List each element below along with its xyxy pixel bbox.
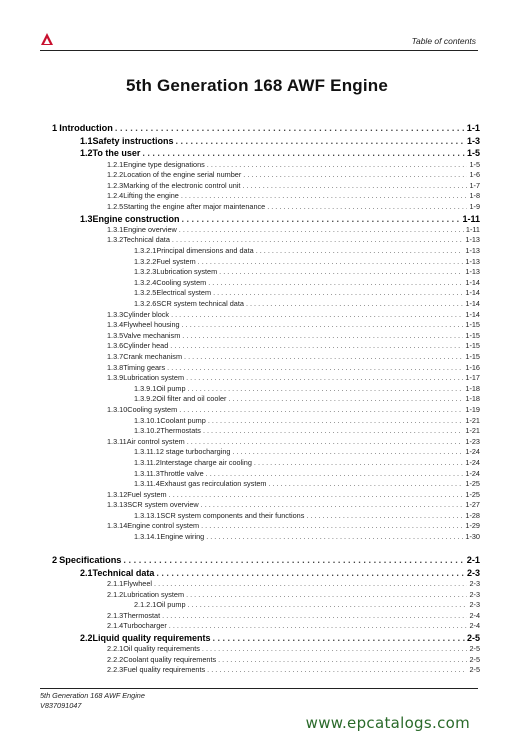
toc-dot-leader	[167, 363, 463, 374]
toc-entry[interactable]	[52, 479, 480, 490]
toc-entry-title: Engine construction	[92, 213, 180, 224]
toc-entry-page: 1-21	[465, 415, 480, 425]
toc-entry-number: 2.1.2.1	[134, 600, 157, 610]
toc-dot-leader	[201, 521, 463, 532]
toc-entry-page: 1-3	[466, 136, 480, 146]
toc-entry-page: 2-4	[469, 621, 480, 631]
footer-divider	[40, 688, 478, 689]
toc-entry-number: 1.2	[80, 148, 93, 159]
toc-entry-page: 1-23	[465, 436, 480, 446]
toc-entry[interactable]	[52, 458, 480, 469]
toc-entry-page: 1-9	[469, 201, 480, 211]
toc-entry[interactable]	[52, 567, 480, 579]
toc-entry-page: 1-25	[465, 479, 480, 489]
header-title: Table of contents	[411, 36, 476, 46]
header-divider	[40, 50, 478, 51]
toc-dot-leader	[229, 394, 464, 405]
footer-title: 5th Generation 168 AWF Engine	[40, 691, 145, 700]
toc-entry-title: Thermostats	[160, 426, 201, 436]
toc-entry-page: 2-4	[469, 610, 480, 620]
toc-entry-title: Fuel quality requirements	[123, 665, 206, 675]
toc-entry-title: Air control system	[126, 436, 185, 446]
toc-entry-number: 1.3.11.4	[134, 479, 160, 489]
watermark-url: www.epcatalogs.com	[305, 714, 470, 732]
toc-entry-page: 1-11	[462, 213, 480, 224]
toc-entry-number: 1.3.9.1	[134, 383, 157, 393]
toc-entry[interactable]	[52, 632, 480, 644]
toc-entry-page: 1-8	[469, 191, 480, 201]
toc-entry-title: Marking of the electronic control unit	[123, 180, 241, 190]
toc-dot-leader	[206, 469, 464, 480]
toc-entry[interactable]	[52, 426, 480, 437]
toc-entry[interactable]	[52, 191, 480, 202]
toc-entry-page: 2-5	[469, 654, 480, 664]
toc-dot-leader	[203, 426, 463, 437]
toc-dot-leader	[172, 235, 464, 246]
toc-entry[interactable]	[52, 235, 480, 246]
toc-entry-title: SCR system technical data	[156, 299, 244, 309]
toc-entry-title: Valve mechanism	[123, 330, 181, 340]
toc-entry-page: 1-28	[465, 510, 480, 520]
toc-dot-leader	[142, 147, 465, 159]
toc-entry[interactable]	[52, 590, 480, 601]
toc-entry[interactable]	[52, 170, 480, 181]
toc-dot-leader	[176, 135, 465, 147]
toc-entry-number: 1.3.2	[107, 235, 124, 245]
toc-entry-number: 1.3.10.1	[134, 415, 161, 425]
toc-entry-title: Engine control system	[127, 521, 200, 531]
toc-entry-title: Exhaust gas recirculation system	[159, 479, 267, 489]
toc-entry-title: Throttle valve	[159, 468, 204, 478]
toc-entry[interactable]	[52, 147, 480, 159]
toc-entry-number: 2.1	[80, 567, 93, 578]
toc-entry-title: Lifting the engine	[123, 191, 179, 201]
toc-entry-title: Technical data	[92, 567, 155, 578]
toc-entry-number: 1.3.12	[107, 489, 128, 499]
toc-entry[interactable]	[52, 600, 480, 611]
toc-dot-leader	[213, 288, 463, 299]
toc-entry-title: Engine wiring	[160, 532, 205, 542]
toc-dot-leader	[208, 278, 463, 289]
toc-dot-leader	[181, 191, 468, 202]
toc-entry-page: 1-24	[465, 468, 480, 478]
toc-dot-leader	[207, 160, 468, 171]
toc-entry[interactable]	[52, 363, 480, 374]
toc-entry[interactable]	[52, 278, 480, 289]
toc-entry-title: Liquid quality requirements	[92, 632, 211, 643]
toc-entry-title: Lubrication system	[123, 373, 185, 383]
toc-dot-leader	[213, 632, 465, 644]
toc-entry-number: 1.3.8	[107, 362, 124, 372]
toc-entry-page: 1-14	[465, 277, 480, 287]
toc-dot-leader	[187, 437, 464, 448]
toc-entry-number: 1.3.9.2	[134, 394, 157, 404]
toc-dot-leader	[256, 246, 464, 257]
toc-entry-title: Specifications	[59, 554, 122, 565]
toc-entry-number: 1.2.2	[107, 170, 124, 180]
table-of-contents	[52, 122, 480, 676]
footer-doc-number: V837091047	[40, 701, 82, 710]
toc-entry-title: Fuel system	[127, 489, 167, 499]
toc-dot-leader	[242, 181, 467, 192]
toc-entry-page: 1-14	[465, 288, 480, 298]
toc-entry-number: 1.3.2.3	[134, 267, 157, 277]
toc-entry-title: To the user	[92, 148, 141, 159]
toc-entry[interactable]	[52, 644, 480, 655]
toc-entry-page: 1-13	[465, 256, 480, 266]
toc-entry-title: Cooling system	[156, 277, 207, 287]
toc-entry-title: Flywheel housing	[123, 320, 180, 330]
toc-dot-leader	[202, 644, 468, 655]
toc-entry[interactable]	[52, 394, 480, 405]
toc-entry[interactable]	[52, 135, 480, 147]
toc-entry[interactable]	[52, 611, 480, 622]
toc-dot-leader	[267, 202, 467, 213]
toc-entry[interactable]	[52, 160, 480, 171]
toc-entry-number: 1.3.4	[107, 320, 124, 330]
toc-entry-page: 1-14	[465, 299, 480, 309]
toc-entry-number: 1.3.1	[107, 224, 124, 234]
toc-entry[interactable]	[52, 521, 480, 532]
toc-entry-number: 2.1.1	[107, 578, 124, 588]
toc-entry-number: 1.3.11.1	[134, 447, 160, 457]
toc-dot-leader	[218, 655, 467, 666]
toc-entry-page: 1-24	[465, 447, 480, 457]
toc-entry-page: 1-29	[465, 521, 480, 531]
toc-entry-page: 2-5	[469, 665, 480, 675]
toc-dot-leader	[207, 665, 467, 676]
toc-entry[interactable]	[52, 181, 480, 192]
toc-entry-title: Oil quality requirements	[123, 644, 200, 654]
toc-entry[interactable]	[52, 469, 480, 480]
toc-dot-leader	[156, 567, 465, 579]
toc-entry-title: Lubrication system	[123, 589, 185, 599]
toc-dot-leader	[162, 611, 467, 622]
toc-entry-number: 1.1	[80, 136, 93, 146]
toc-entry-page: 2-3	[469, 578, 480, 588]
toc-entry-title: SCR system components and their functions	[160, 510, 305, 520]
toc-entry[interactable]	[52, 331, 480, 342]
toc-entry-title: Crank mechanism	[123, 351, 183, 361]
toc-entry-page: 1-5	[469, 159, 480, 169]
toc-entry[interactable]	[52, 655, 480, 666]
toc-entry-title: Timing gears	[123, 362, 166, 372]
toc-entry-title: Fuel system	[156, 256, 196, 266]
toc-entry-number: 1.3.10	[107, 404, 128, 414]
toc-entry-page: 1-15	[465, 320, 480, 330]
toc-entry-page: 1-16	[465, 362, 480, 372]
toc-dot-leader	[169, 621, 468, 632]
toc-entry-page: 2-3	[469, 600, 480, 610]
toc-entry-number: 1	[52, 123, 58, 133]
toc-dot-leader	[243, 170, 467, 181]
toc-dot-leader	[179, 405, 463, 416]
toc-entry-page: 2-5	[469, 644, 480, 654]
toc-entry-title: Interstage charge air cooling	[159, 457, 252, 467]
toc-entry[interactable]	[52, 621, 480, 632]
toc-dot-leader	[269, 479, 464, 490]
toc-entry-number: 1.3.3	[107, 309, 124, 319]
toc-entry-number: 1.3.13.1	[134, 510, 161, 520]
toc-entry-title: Oil filter and oil cooler	[156, 394, 227, 404]
toc-entry-title: Electrical system	[156, 288, 212, 298]
toc-entry-page: 1-27	[465, 500, 480, 510]
toc-dot-leader	[115, 122, 465, 135]
toc-entry-number: 1.3.6	[107, 341, 124, 351]
toc-entry[interactable]	[52, 416, 480, 427]
toc-entry-number: 2.2.3	[107, 665, 124, 675]
toc-dot-leader	[186, 373, 463, 384]
toc-entry-title: Oil pump	[156, 600, 186, 610]
toc-dot-leader	[188, 600, 468, 611]
toc-entry-number: 1.3.7	[107, 351, 124, 361]
toc-dot-leader	[123, 554, 464, 567]
toc-entry-page: 2-3	[469, 589, 480, 599]
toc-entry-page: 1-15	[465, 341, 480, 351]
toc-entry[interactable]	[52, 267, 480, 278]
toc-entry[interactable]	[52, 384, 480, 395]
toc-entry[interactable]	[52, 554, 480, 567]
toc-entry[interactable]	[52, 352, 480, 363]
toc-entry-number: 2.1.2	[107, 589, 124, 599]
toc-entry-page: 1-30	[465, 532, 480, 542]
toc-entry-number: 1.2.5	[107, 201, 124, 211]
toc-entry-number: 1.3.11.2	[134, 457, 160, 467]
toc-entry-title: Starting the engine after major maintenance	[123, 201, 266, 211]
toc-entry-title: Coolant pump	[160, 415, 206, 425]
toc-entry-title: Cylinder block	[123, 309, 170, 319]
toc-entry-page: 1-21	[465, 426, 480, 436]
toc-entry-title: Oil pump	[156, 383, 186, 393]
toc-dot-leader	[232, 447, 463, 458]
toc-dot-leader	[169, 490, 464, 501]
toc-entry[interactable]	[52, 511, 480, 522]
toc-dot-leader	[182, 331, 463, 342]
toc-entry-page: 1-15	[465, 351, 480, 361]
toc-entry-title: Thermostat	[123, 610, 161, 620]
toc-entry-number: 1.2.1	[107, 159, 124, 169]
toc-dot-leader	[306, 511, 463, 522]
toc-dot-leader	[154, 579, 467, 590]
toc-entry-page: 1-1	[466, 123, 480, 133]
toc-entry-number: 1.3.13	[107, 500, 128, 510]
toc-dot-leader	[246, 299, 463, 310]
toc-entry-number: 1.3.9	[107, 373, 124, 383]
toc-dot-leader	[182, 320, 464, 331]
toc-entry-number: 1.3.14.1	[134, 532, 161, 542]
toc-entry-number: 2.1.3	[107, 610, 124, 620]
toc-dot-leader	[171, 310, 463, 321]
toc-entry-title: Lubrication system	[156, 267, 218, 277]
toc-entry[interactable]	[52, 288, 480, 299]
toc-dot-leader	[188, 384, 464, 395]
toc-entry[interactable]	[52, 579, 480, 590]
toc-entry-number: 2.1.4	[107, 621, 124, 631]
toc-entry-page: 1-25	[465, 489, 480, 499]
toc-entry-number: 1.3	[80, 213, 93, 224]
toc-entry-title: 2 stage turbocharging	[159, 447, 231, 457]
brand-logo-icon	[40, 32, 54, 46]
toc-entry-title: Technical data	[123, 235, 170, 245]
toc-dot-leader	[208, 416, 464, 427]
toc-entry-title: Engine overview	[123, 224, 177, 234]
toc-entry-number: 2	[52, 554, 58, 565]
toc-entry-page: 1-18	[465, 383, 480, 393]
toc-entry[interactable]	[52, 299, 480, 310]
toc-entry[interactable]	[52, 532, 480, 543]
toc-dot-leader	[254, 458, 463, 469]
toc-dot-leader	[184, 352, 463, 363]
toc-entry-number: 1.3.11.3	[134, 468, 160, 478]
toc-entry[interactable]	[52, 310, 480, 321]
toc-entry-number: 1.3.2.2	[134, 256, 157, 266]
toc-entry-number: 2.2.2	[107, 654, 124, 664]
toc-dot-leader	[182, 213, 461, 225]
toc-entry-title: Safety instructions	[92, 136, 174, 146]
toc-entry-page: 1-13	[465, 267, 480, 277]
toc-entry[interactable]	[52, 437, 480, 448]
toc-entry[interactable]	[52, 225, 480, 236]
toc-entry-page: 1-13	[465, 246, 480, 256]
toc-dot-leader	[201, 500, 464, 511]
toc-entry[interactable]	[52, 246, 480, 257]
toc-entry-number: 1.3.2.6	[134, 299, 157, 309]
toc-entry-number: 1.3.11	[107, 436, 127, 446]
toc-entry-page: 2-1	[466, 554, 480, 565]
toc-entry-page: 1-7	[469, 180, 480, 190]
toc-dot-leader	[206, 532, 463, 543]
toc-entry[interactable]	[52, 373, 480, 384]
toc-entry[interactable]	[52, 122, 480, 135]
toc-entry[interactable]	[52, 405, 480, 416]
toc-entry[interactable]	[52, 447, 480, 458]
toc-entry-number: 1.3.14	[107, 521, 128, 531]
toc-entry-number: 1.2.4	[107, 191, 124, 201]
toc-entry-title: Principal dimensions and data	[156, 246, 254, 256]
toc-entry[interactable]	[52, 202, 480, 213]
toc-dot-leader	[219, 267, 463, 278]
toc-entry-title: Cylinder head	[123, 341, 169, 351]
toc-entry[interactable]	[52, 213, 480, 225]
toc-entry-page: 1-13	[465, 235, 480, 245]
toc-entry[interactable]	[52, 665, 480, 676]
toc-dot-leader	[179, 225, 464, 236]
toc-entry-title: Engine type designations	[123, 159, 205, 169]
toc-entry-title: SCR system overview	[127, 500, 199, 510]
toc-entry-number: 1.2.3	[107, 180, 124, 190]
toc-entry-number: 1.3.5	[107, 330, 124, 340]
toc-entry-page: 1-14	[465, 309, 480, 319]
toc-entry-number: 1.3.10.2	[134, 426, 161, 436]
toc-dot-leader	[198, 257, 464, 268]
toc-entry-title: Flywheel	[123, 578, 153, 588]
toc-entry[interactable]	[52, 341, 480, 352]
toc-entry-page: 1-19	[465, 404, 480, 414]
toc-entry-page: 1-6	[469, 170, 480, 180]
toc-entry-page: 1-15	[465, 330, 480, 340]
toc-dot-leader	[170, 341, 463, 352]
toc-entry[interactable]	[52, 500, 480, 511]
toc-entry-page: 1-17	[465, 373, 480, 383]
toc-entry[interactable]	[52, 320, 480, 331]
toc-entry-page: 2-3	[466, 567, 480, 578]
toc-entry-number: 1.3.2.4	[134, 277, 157, 287]
toc-entry-title: Introduction	[59, 123, 113, 133]
toc-entry-title: Location of the engine serial number	[123, 170, 242, 180]
document-title: 5th Generation 168 AWF Engine	[125, 76, 389, 95]
toc-entry-number: 2.2.1	[107, 644, 124, 654]
toc-entry-number: 1.3.2.5	[134, 288, 157, 298]
toc-entry-page: 1-24	[465, 457, 480, 467]
toc-entry-page: 2-5	[466, 632, 480, 643]
toc-entry-page: 1-5	[466, 148, 480, 159]
toc-dot-leader	[186, 590, 467, 601]
toc-entry[interactable]	[52, 490, 480, 501]
toc-entry-number: 2.2	[80, 632, 93, 643]
section-gap	[52, 543, 480, 554]
toc-entry-page: 1-11	[465, 224, 480, 234]
toc-entry-title: Cooling system	[127, 404, 178, 414]
toc-entry-title: Turbocharger	[123, 621, 167, 631]
toc-entry-number: 1.3.2.1	[134, 246, 157, 256]
toc-entry-page: 1-18	[465, 394, 480, 404]
toc-entry-title: Coolant quality requirements	[123, 654, 217, 664]
toc-entry[interactable]	[52, 257, 480, 268]
